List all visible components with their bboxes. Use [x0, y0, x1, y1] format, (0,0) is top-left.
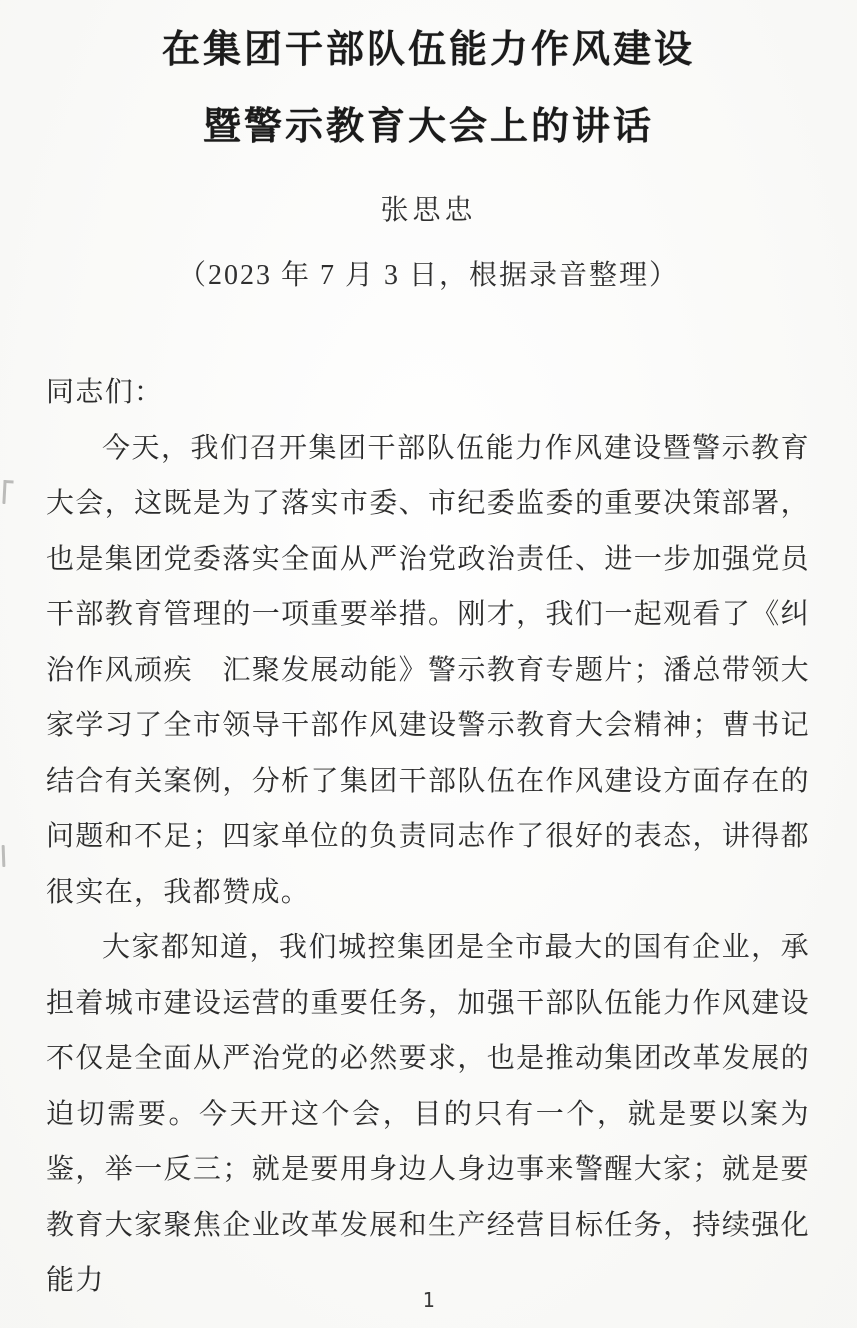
speech-body	[46, 365, 810, 1309]
dateline: （2023 年 7 月 3 日，根据录音整理）	[177, 260, 679, 291]
title-line-2: 暨警示教育大会上的讲话	[202, 106, 654, 148]
paragraph: 今天，我们召开集团干部队伍能力作风建设暨警示教育大会，这既是为了落实市委、市纪委监委的重要决策部署，也是集团党委落实全面从严治党政治责任、进一步加强党员干部教育管理的一项重要举措。刚才，我们一起观看了《纠治作风顽疾 汇聚发展动能》警示教育专题片；潘总带领大家学习了全市领导干部作风建设警示教育大会精神；曹书记结合有关案例，分析了集团干部队伍在作风建设方面存在的问题和不足；四家单位的负责同志作了很好的表态，讲得都很实在，我都赞成。	[46, 432, 810, 908]
author-name: 张思忠	[380, 195, 477, 226]
title-line-1: 在集团干部队伍能力作风建设	[161, 29, 695, 71]
scan-artifact	[2, 845, 6, 867]
scan-artifact	[2, 480, 6, 504]
salutation: 同志们：	[46, 377, 164, 408]
document-title	[0, 12, 857, 166]
page-number: 1	[422, 1288, 435, 1312]
paragraph: 大家都知道，我们城控集团是全市最大的国有企业，承担着城市建设运营的重要任务，加强干部队伍能力作风建设不仅是全面从严治党的必然要求，也是推动集团改革发展的迫切需要。今天开这个会，目的只有一个，就是要以案为鉴，举一反三；就是要用身边人身边事来警醒大家；就是要教育大家聚焦企业改革发展和生产经营目标任务，持续强化能力	[46, 932, 810, 1296]
